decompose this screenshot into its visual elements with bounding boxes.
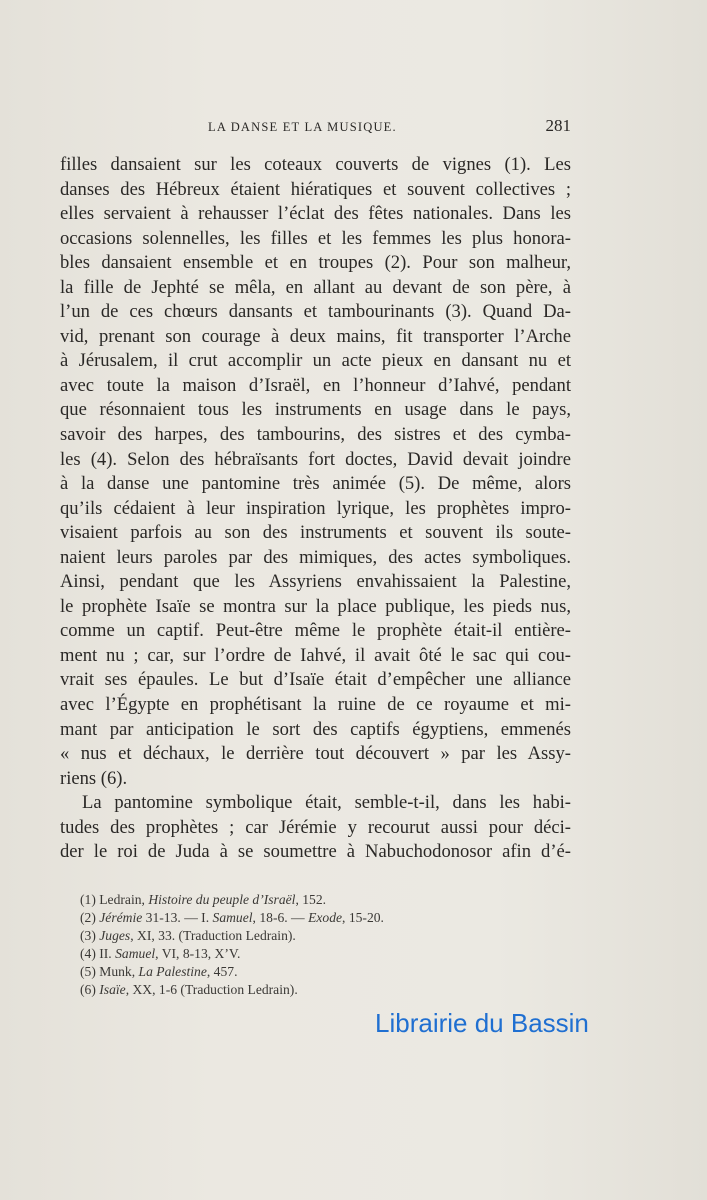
footnote-segment: Jérémie <box>99 910 143 925</box>
footnote-segment: , 152. <box>295 892 327 907</box>
text-line: vid, prenant son courage à deux mains, fit transporter l’Arche <box>60 325 571 347</box>
footnote-segment: (2) <box>80 910 100 925</box>
footnote-segment: Histoire du peuple d’Israël <box>148 892 296 907</box>
footnote-segment: Samuel <box>212 910 253 925</box>
running-title: LA DANSE ET LA MUSIQUE. <box>208 120 397 134</box>
text-line: occasions solennelles, les filles et les femmes les plus honora- <box>60 227 571 249</box>
watermark: Librairie du Bassin <box>375 1008 589 1038</box>
footnote-segment: , VI, 8-13, X’V. <box>155 946 241 961</box>
footnote-segment: (6) <box>80 982 100 997</box>
footnote-segment: Isaïe <box>99 982 126 997</box>
footnotes <box>80 891 500 999</box>
text-line: avec toute la maison d’Israël, en l’honneur d’Iahvé, pendant <box>60 374 571 396</box>
text-line: tudes des prophètes ; car Jérémie y recourut aussi pour déci- <box>60 816 571 838</box>
footnote-segment: (3) <box>80 928 100 943</box>
footnote-segment: (4) II. <box>80 946 116 961</box>
footnote-segment: , 457. <box>206 964 238 979</box>
text-line: la fille de Jephté se mêla, en allant au devant de son père, à <box>60 276 571 298</box>
page-number: 281 <box>545 116 571 135</box>
footnote <box>80 927 500 945</box>
text-line: naient leurs paroles par des mimiques, des actes symboliques. <box>60 546 571 568</box>
text-line: mant par anticipation le sort des captifs égyptiens, emmenés <box>60 718 571 740</box>
footnote-segment: , XX, 1-6 (Traduction Ledrain). <box>125 982 298 997</box>
text-line: que résonnaient tous les instruments en usage dans le pays, <box>60 399 571 421</box>
text-line: « nus et déchaux, le derrière tout découvert » par les Assy- <box>60 743 571 765</box>
text-line: filles dansaient sur les coteaux couverts de vignes (1). Les <box>60 154 571 175</box>
footnote <box>80 909 500 927</box>
text-line: à la danse une pantomine très animée (5). De même, alors <box>60 473 571 495</box>
text-line: vrait ses épaules. Le but d’Isaïe était d’empêcher une alliance <box>60 669 571 691</box>
text-line: riens (6). <box>60 767 128 789</box>
footnote-segment: , 15-20. <box>342 910 384 925</box>
text-line: Ainsi, pendant que les Assyriens envahissaient la Palestine, <box>60 571 571 593</box>
footnote-segment: Exode <box>308 910 343 925</box>
footnote-segment: (1) Ledrain, <box>80 892 149 907</box>
footnote-segment: (5) Munk, <box>80 964 139 979</box>
footnote-segment: Juges <box>99 928 131 943</box>
text-line: bles dansaient ensemble et en troupes (2). Pour son malheur, <box>60 252 571 274</box>
text-line: le prophète Isaïe se montra sur la place publique, les pieds nus, <box>60 595 571 617</box>
text-line: visaient parfois au son des instruments et souvent ils soute- <box>60 522 571 544</box>
running-header <box>60 118 571 140</box>
footnote <box>80 945 500 963</box>
text-line: La pantomine symbolique était, semble-t-il, dans les habi- <box>82 792 571 814</box>
text-line: avec l’Égypte en prophétisant la ruine de ce royaume et mi- <box>60 694 571 716</box>
footnote <box>80 981 500 999</box>
body-text <box>60 153 571 865</box>
text-line: les (4). Selon des hébraïsants fort doctes, David devait joindre <box>60 448 571 470</box>
text-line: ment nu ; car, sur l’ordre de Iahvé, il avait ôté le sac qui cou- <box>60 644 571 666</box>
text-line: elles servaient à rehausser l’éclat des fêtes nationales. Dans les <box>60 203 571 225</box>
text-line: savoir des harpes, des tambourins, des sistres et des cymba- <box>60 424 571 446</box>
text-line: à Jérusalem, il crut accomplir un acte pieux en dansant nu et <box>60 350 571 372</box>
text-line: l’un de ces chœurs dansants et tambourinants (3). Quand Da- <box>60 301 571 323</box>
footnote <box>80 891 500 909</box>
text-line: comme un captif. Peut-être même le prophète était-il entière- <box>60 620 571 642</box>
footnote-segment: Samuel <box>115 946 156 961</box>
footnote-segment: , 18-6. — <box>252 910 309 925</box>
text-line: qu’ils cédaient à leur inspiration lyrique, les prophètes impro- <box>60 497 571 519</box>
text-line: danses des Hébreux étaient hiératiques et souvent collectives ; <box>60 178 571 200</box>
footnote <box>80 963 500 981</box>
footnote-segment: , XI, 33. (Traduction Ledrain). <box>130 928 296 943</box>
footnote-segment: 31-13. — I. <box>142 910 213 925</box>
footnote-segment: La Palestine <box>138 964 207 979</box>
text-line: der le roi de Juda à se soumettre à Nabuchodonosor afin d’é- <box>60 841 571 863</box>
